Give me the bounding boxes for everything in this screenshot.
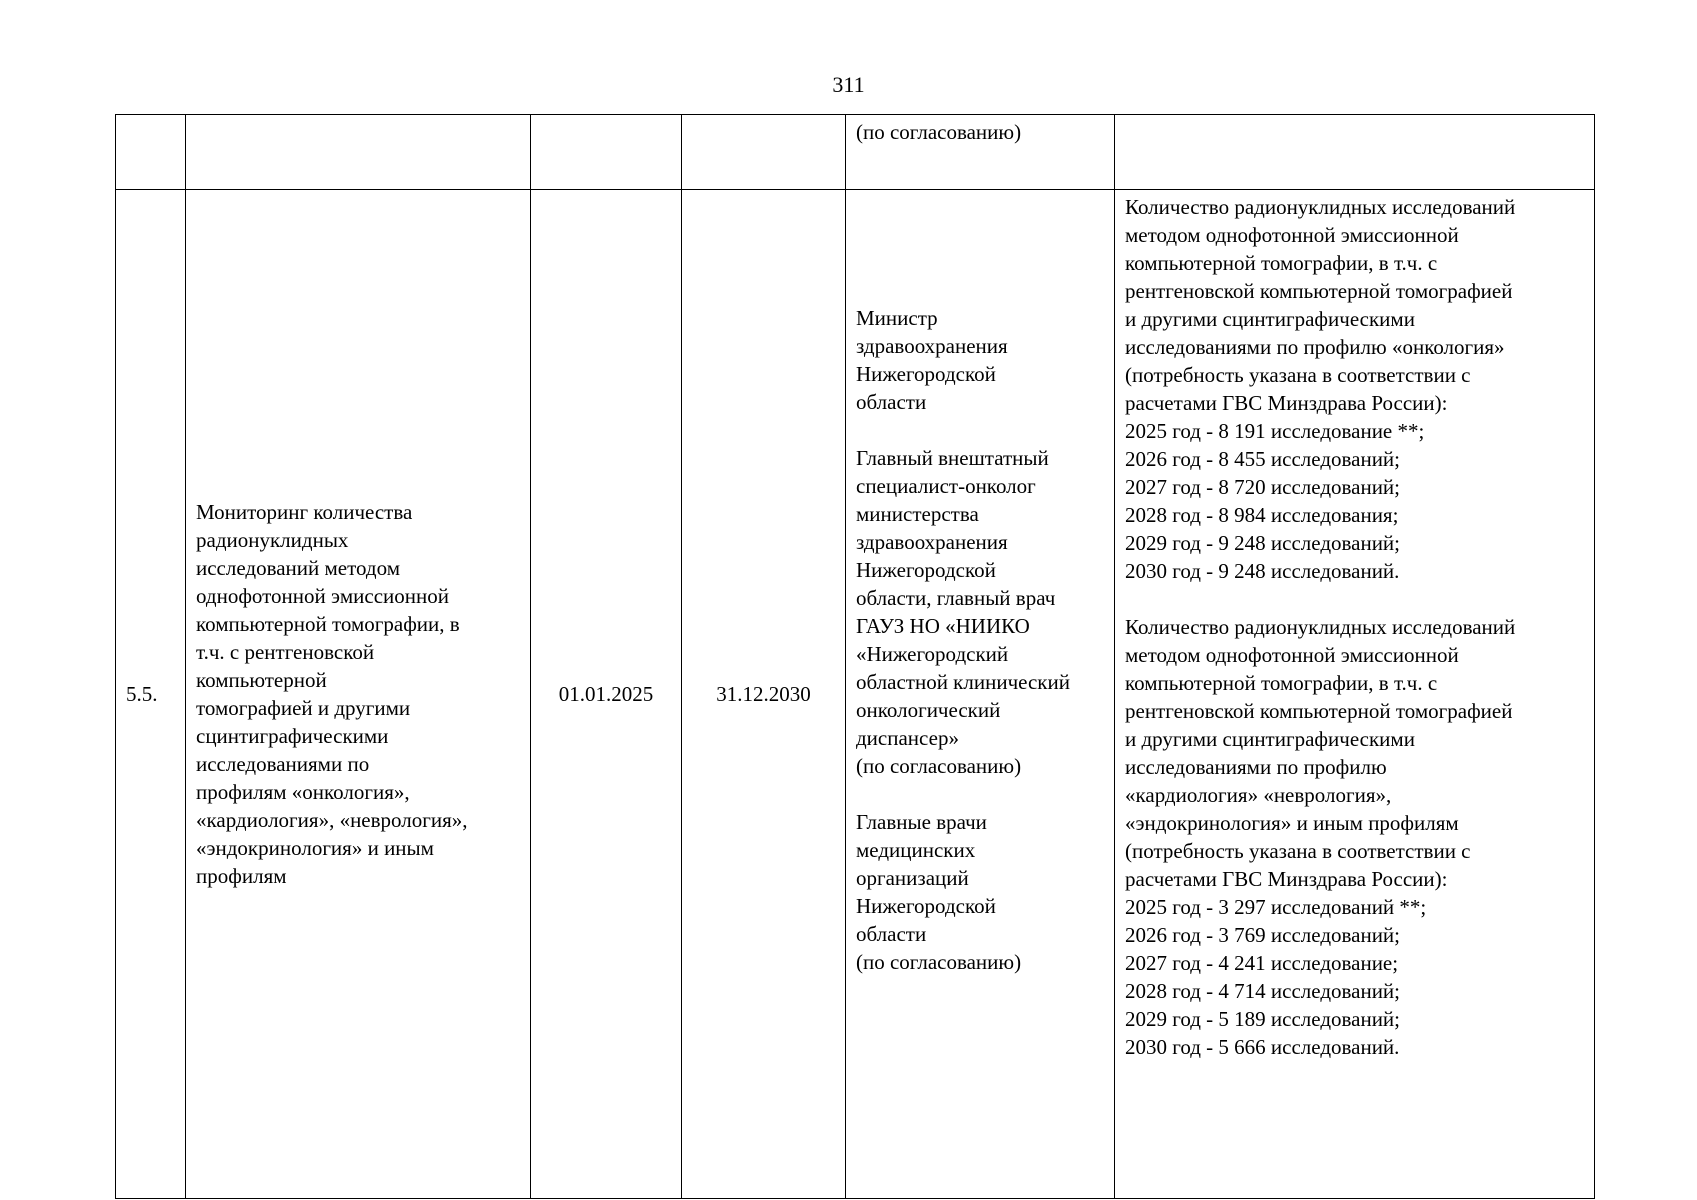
indicator-line: «эндокринология» и иным профилям — [1125, 811, 1459, 835]
responsible-line: Нижегородской — [856, 894, 996, 918]
cell-responsible-continuation: (по согласованию) — [846, 115, 1115, 190]
description-line: исследований методом — [196, 556, 400, 580]
responsible-line: Министр — [856, 306, 938, 330]
responsible-line: «Нижегородский — [856, 642, 1009, 666]
indicator-line: рентгеновской компьютерной томографией — [1125, 279, 1513, 303]
table-row-5-5 — [116, 190, 1595, 1199]
responsible-line: Главные врачи — [856, 810, 987, 834]
responsible-line: области, главный врач — [856, 586, 1056, 610]
indicator-line: 2030 год - 9 248 исследований. — [1125, 559, 1400, 583]
indicator-line: исследованиями по профилю — [1125, 755, 1387, 779]
responsible-line: области — [856, 390, 927, 414]
indicator-line: 2027 год - 8 720 исследований; — [1125, 475, 1401, 499]
indicator-line: и другими сцинтиграфическими — [1125, 727, 1415, 751]
indicators-text — [1125, 193, 1586, 1061]
cell-empty — [682, 115, 846, 190]
cell-item-number: 5.5. — [116, 190, 186, 1199]
responsible-line: организаций — [856, 866, 969, 890]
indicator-line: компьютерной томографии, в т.ч. с — [1125, 671, 1438, 695]
cell-responsible — [846, 190, 1115, 1199]
plan-table — [115, 114, 1595, 1199]
description-line: сцинтиграфическими — [196, 724, 389, 748]
indicator-line: 2027 год - 4 241 исследование; — [1125, 951, 1399, 975]
indicator-line: 2026 год - 8 455 исследований; — [1125, 447, 1401, 471]
indicator-line: 2026 год - 3 769 исследований; — [1125, 923, 1401, 947]
responsible-line: Нижегородской — [856, 362, 996, 386]
cell-description — [186, 190, 531, 1199]
indicator-line: 2029 год - 5 189 исследований; — [1125, 1007, 1401, 1031]
responsible-line: Нижегородской — [856, 558, 996, 582]
indicator-line: «кардиология» «неврология», — [1125, 783, 1392, 807]
paragraph-gap — [856, 780, 1104, 808]
responsible-line: медицинских — [856, 838, 976, 862]
description-line: «кардиология», «неврология», — [196, 808, 468, 832]
indicator-line: исследованиями по профилю «онкология» — [1125, 335, 1505, 359]
responsible-line: (по согласованию) — [856, 950, 1022, 974]
description-line: Мониторинг количества — [196, 500, 413, 524]
paragraph-gap — [1125, 585, 1586, 613]
cell-end-date: 31.12.2030 — [682, 190, 846, 1199]
indicator-line: методом однофотонной эмиссионной — [1125, 223, 1459, 247]
indicator-line: расчетами ГВС Минздрава России): — [1125, 391, 1448, 415]
responsible-line: (по согласованию) — [856, 754, 1022, 778]
indicator-line: Количество радионуклидных исследований — [1125, 195, 1516, 219]
indicator-line: 2028 год - 8 984 исследования; — [1125, 503, 1399, 527]
cell-indicators — [1115, 190, 1595, 1199]
description-line: томографией и другими — [196, 696, 411, 720]
indicator-line: и другими сцинтиграфическими — [1125, 307, 1415, 331]
description-line: радионуклидных — [196, 528, 349, 552]
responsible-line: диспансер» — [856, 726, 959, 750]
responsible-line: областной клинический — [856, 670, 1070, 694]
cell-start-date: 01.01.2025 — [531, 190, 682, 1199]
indicator-line: (потребность указана в соответствии с — [1125, 363, 1471, 387]
indicator-line: (потребность указана в соответствии с — [1125, 839, 1471, 863]
indicator-line: 2025 год - 8 191 исследование **; — [1125, 419, 1425, 443]
responsible-line: здравоохранения — [856, 530, 1008, 554]
description-line: однофотонной эмиссионной — [196, 584, 449, 608]
description-line: «эндокринология» и иным — [196, 836, 434, 860]
indicator-line: Количество радионуклидных исследований — [1125, 615, 1516, 639]
indicator-line: рентгеновской компьютерной томографией — [1125, 699, 1513, 723]
cell-empty — [531, 115, 682, 190]
description-text — [196, 498, 520, 890]
page-number: 311 — [832, 72, 865, 97]
description-line: профилям «онкология», — [196, 780, 410, 804]
responsible-line: ГАУЗ НО «НИИКО — [856, 614, 1030, 638]
responsible-line: онкологический — [856, 698, 1001, 722]
description-line: т.ч. с рентгеновской — [196, 640, 375, 664]
description-line: компьютерной — [196, 668, 327, 692]
responsible-line: министерства — [856, 502, 979, 526]
table-row-continuation — [116, 115, 1595, 190]
description-line: компьютерной томографии, в — [196, 612, 460, 636]
cell-empty — [1115, 115, 1595, 190]
paragraph-gap — [856, 416, 1104, 444]
indicator-line: 2030 год - 5 666 исследований. — [1125, 1035, 1400, 1059]
indicator-line: расчетами ГВС Минздрава России): — [1125, 867, 1448, 891]
responsible-text — [856, 304, 1104, 976]
responsible-line: Главный внештатный — [856, 446, 1049, 470]
responsible-line: здравоохранения — [856, 334, 1008, 358]
description-line: исследованиями по — [196, 752, 370, 776]
indicator-line: 2028 год - 4 714 исследований; — [1125, 979, 1401, 1003]
indicator-line: 2029 год - 9 248 исследований; — [1125, 531, 1401, 555]
indicator-line: 2025 год - 3 297 исследований **; — [1125, 895, 1427, 919]
responsible-line: области — [856, 922, 927, 946]
cell-empty — [186, 115, 531, 190]
indicator-line: методом однофотонной эмиссионной — [1125, 643, 1459, 667]
cell-empty — [116, 115, 186, 190]
description-line: профилям — [196, 864, 287, 888]
indicator-line: компьютерной томографии, в т.ч. с — [1125, 251, 1438, 275]
responsible-line: специалист-онколог — [856, 474, 1036, 498]
